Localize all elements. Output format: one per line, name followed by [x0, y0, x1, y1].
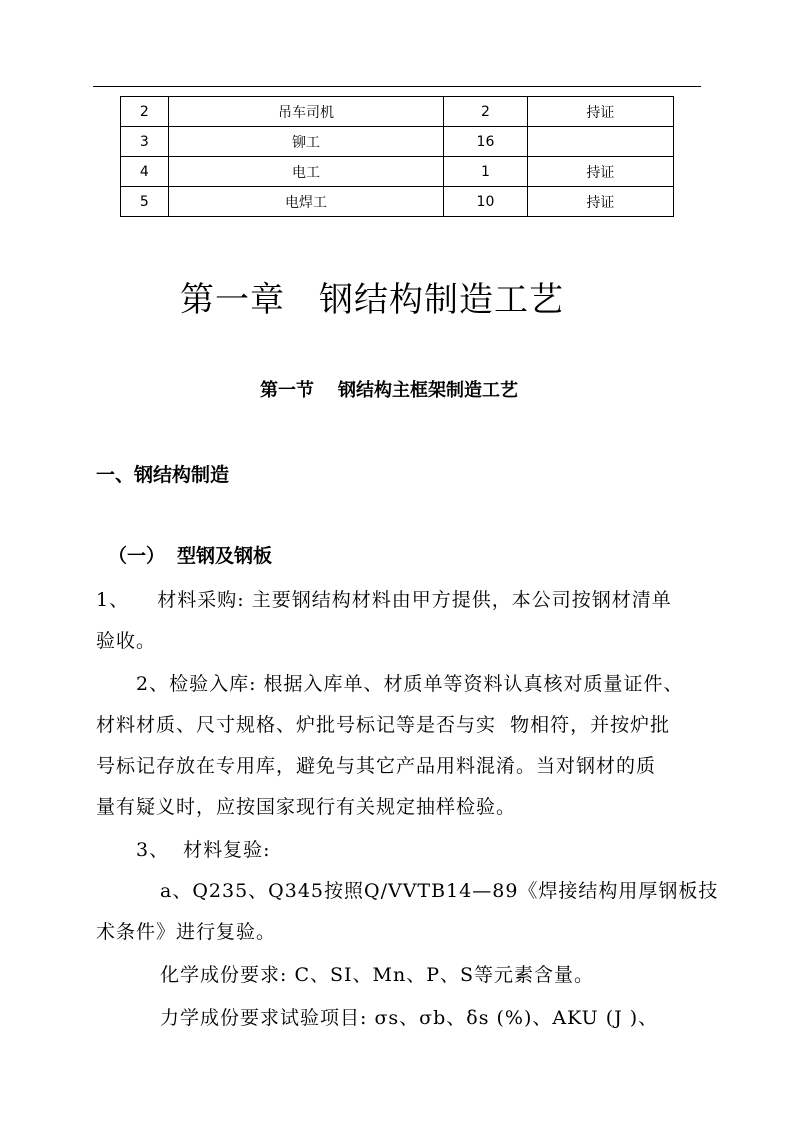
- table-cell-count: 2: [444, 97, 528, 127]
- staff-table: [120, 96, 674, 217]
- table-cell-count: 1: [444, 157, 528, 187]
- paragraph-2-line-3: 号标记存放在专用库，避免与其它产品用料混淆。当对钢材的质: [96, 755, 657, 777]
- table-cell-note: 持证: [527, 187, 673, 217]
- paragraph-1-line-2: 验收。: [96, 630, 157, 652]
- chapter-name: 钢结构制造工艺: [319, 280, 564, 320]
- table-cell-no: 3: [121, 127, 169, 157]
- table-row: [121, 127, 674, 157]
- section-title: [260, 376, 518, 402]
- table-cell-no: 4: [121, 157, 169, 187]
- table-cell-job: 铆工: [168, 127, 443, 157]
- table-row: [121, 187, 674, 217]
- paragraph-a-line-2: 术条件》进行复验。: [96, 921, 277, 943]
- table-cell-count: 10: [444, 187, 528, 217]
- table-cell-no: 2: [121, 97, 169, 127]
- heading-2: [108, 541, 272, 568]
- table-cell-job: 电工: [168, 157, 443, 187]
- table-cell-note: [527, 127, 673, 157]
- section-number: 第一节: [260, 380, 314, 401]
- table-cell-count: 16: [444, 127, 528, 157]
- heading-2-number: （一）: [108, 545, 166, 567]
- chapter-number: 第一章: [180, 280, 285, 320]
- paragraph-1-line-1: 1、 材料采购: 主要钢结构材料由甲方提供，本公司按钢材清单: [96, 589, 672, 611]
- table-row: [121, 97, 674, 127]
- table-cell-job: 吊车司机: [168, 97, 443, 127]
- heading-2-title: 型钢及钢板: [177, 545, 273, 567]
- table-row: [121, 157, 674, 187]
- paragraph-2-line-4: 量有疑义时，应按国家现行有关规定抽样检验。: [96, 796, 517, 818]
- section-name: 钢结构主框架制造工艺: [338, 380, 518, 401]
- paragraph-2-line-1: 2、检验入库: 根据入库单、材质单等资料认真核对质量证件、: [136, 673, 684, 695]
- table-cell-note: 持证: [527, 157, 673, 187]
- paragraph-3: 3、 材料复验:: [136, 839, 271, 861]
- header-rule: [93, 86, 701, 87]
- mechanical-requirements: 力学成份要求试验项目: σs、σb、δs (%)、AKU (J )、: [160, 1007, 659, 1029]
- table-cell-no: 5: [121, 187, 169, 217]
- table-cell-job: 电焊工: [168, 187, 443, 217]
- table-cell-note: 持证: [527, 97, 673, 127]
- heading-1: 一、钢结构制造: [96, 464, 230, 486]
- paragraph-a-line-1: a、Q235、Q345按照Q/VVTB14—89《焊接结构用厚钢板技: [160, 880, 719, 902]
- chapter-title: [180, 272, 564, 321]
- chemical-requirements: 化学成份要求: C、SI、Mn、P、S等元素含量。: [160, 964, 594, 986]
- paragraph-2-line-2: 材料材质、尺寸规格、炉批号标记等是否与实 物相符，并按炉批: [96, 714, 671, 736]
